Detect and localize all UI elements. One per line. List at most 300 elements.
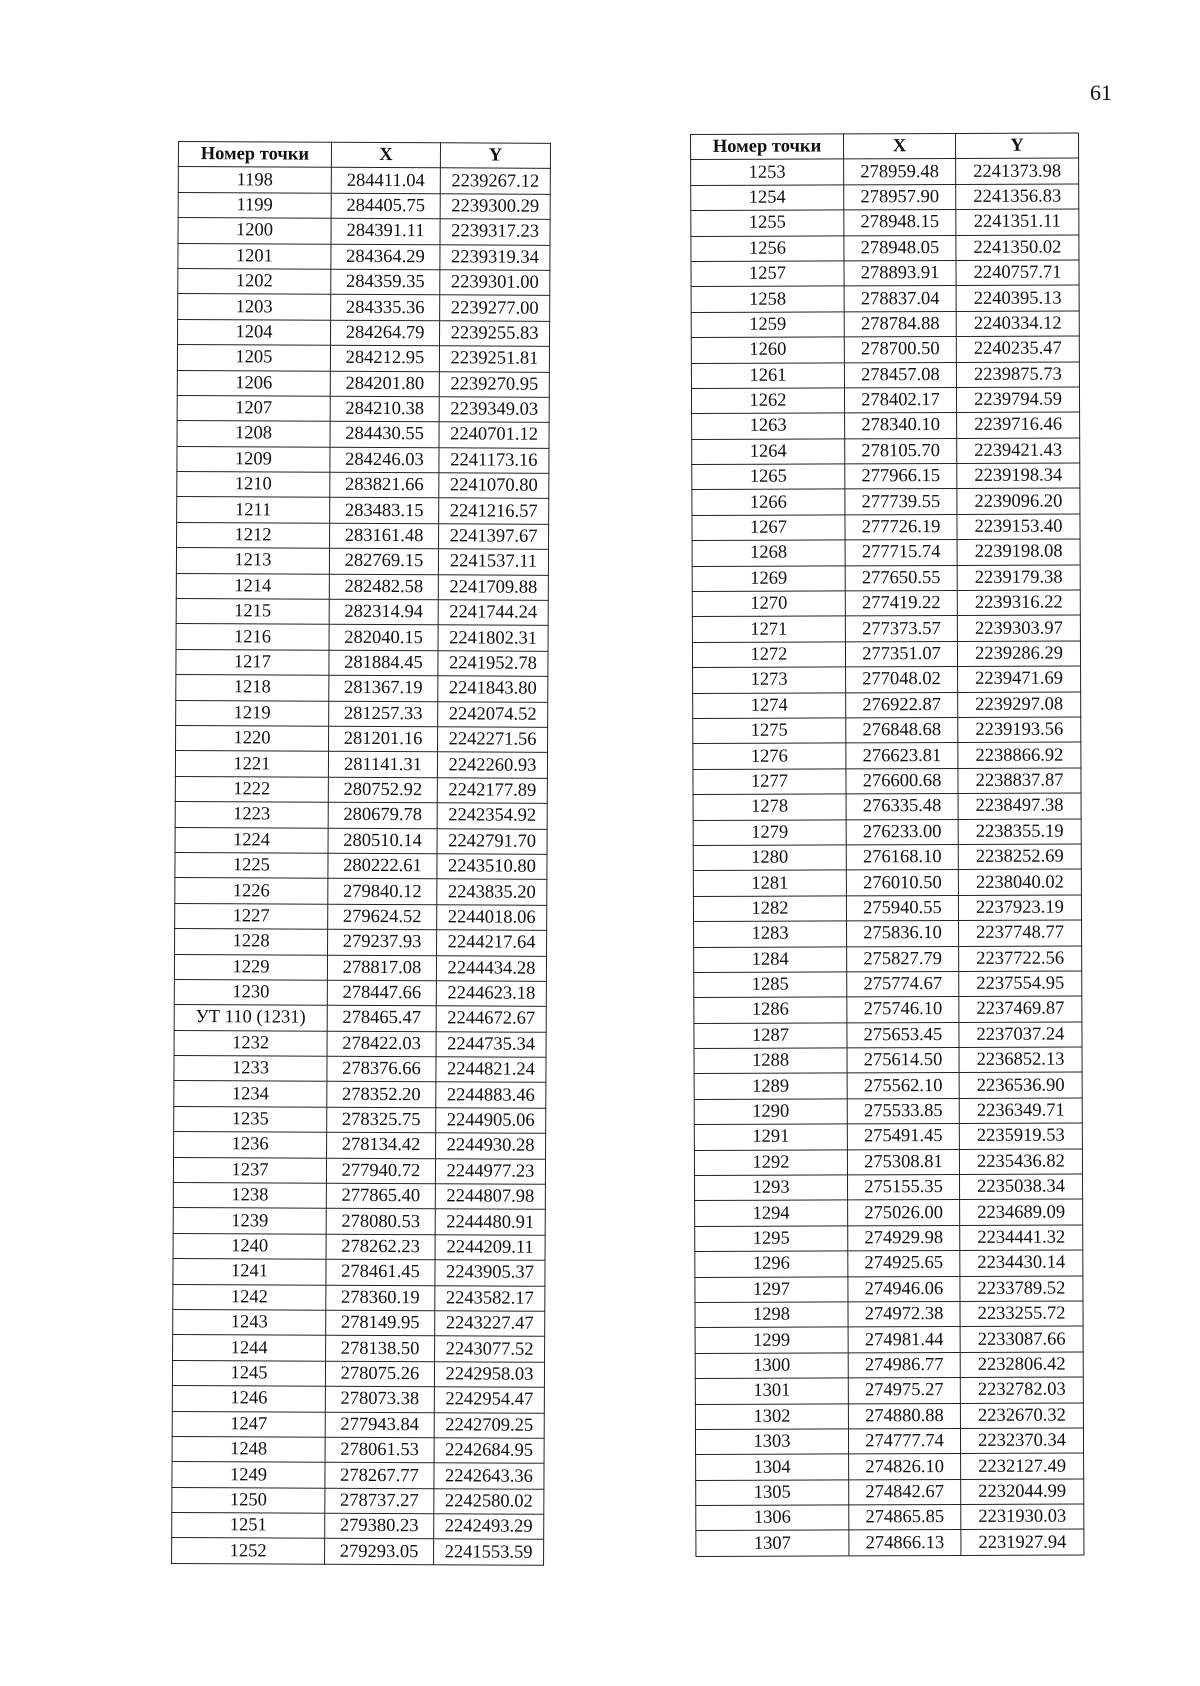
page-number: 61 [1090, 80, 1112, 105]
y-coordinate-cell: 2242684.95 [434, 1438, 544, 1464]
y-coordinate-cell: 2241744.24 [438, 600, 548, 626]
point-number-cell: 1305 [696, 1480, 849, 1506]
y-coordinate-cell: 2242074.52 [438, 701, 548, 727]
point-number-cell: 1289 [694, 1073, 847, 1099]
x-coordinate-cell: 274866.13 [849, 1530, 961, 1556]
x-coordinate-cell: 275774.67 [847, 971, 959, 997]
x-coordinate-cell: 279624.52 [328, 904, 437, 930]
point-number-cell: 1253 [691, 159, 844, 185]
x-coordinate-cell: 275308.81 [847, 1149, 959, 1175]
table-row [692, 463, 1080, 490]
table-row [691, 209, 1079, 236]
x-coordinate-cell: 274777.74 [848, 1428, 960, 1454]
table-header-row [178, 142, 550, 169]
x-coordinate-cell: 277865.40 [326, 1183, 435, 1209]
x-coordinate-cell: 274842.67 [849, 1479, 961, 1505]
y-coordinate-cell: 2236852.13 [959, 1047, 1082, 1073]
y-coordinate-cell: 2243905.37 [435, 1260, 545, 1286]
table-row [175, 802, 547, 829]
column-header-x: X [331, 142, 440, 168]
table-row [178, 218, 550, 245]
y-coordinate-cell: 2239096.20 [957, 488, 1080, 514]
y-coordinate-cell: 2242958.03 [434, 1362, 544, 1388]
x-coordinate-cell: 278737.27 [325, 1488, 434, 1514]
table-row [176, 624, 548, 651]
column-header-y: Y [440, 143, 550, 169]
y-coordinate-cell: 2237554.95 [959, 971, 1082, 997]
table-row [696, 1529, 1084, 1556]
point-number-cell: 1208 [177, 421, 330, 447]
y-coordinate-cell: 2241350.02 [956, 235, 1079, 261]
table-row [174, 1056, 546, 1083]
point-number-cell: 1254 [691, 185, 844, 211]
table-row [695, 1403, 1083, 1430]
y-coordinate-cell: 2244018.06 [437, 904, 547, 930]
y-coordinate-cell: 2238866.92 [958, 742, 1081, 768]
point-number-cell: 1282 [693, 896, 846, 922]
y-coordinate-cell: 2244623.18 [436, 981, 546, 1007]
table-row [692, 514, 1080, 541]
y-coordinate-cell: 2232370.34 [960, 1428, 1083, 1454]
x-coordinate-cell: 283161.48 [330, 523, 439, 549]
table-row [173, 1233, 545, 1260]
point-number-cell: 1297 [695, 1276, 848, 1302]
x-coordinate-cell: 278325.75 [327, 1107, 436, 1133]
table-row [694, 1123, 1082, 1150]
x-coordinate-cell: 277419.22 [845, 591, 957, 617]
x-coordinate-cell: 281257.33 [329, 701, 438, 727]
y-coordinate-cell: 2239251.81 [439, 346, 549, 372]
y-coordinate-cell: 2242177.89 [437, 778, 547, 804]
x-coordinate-cell: 284335.36 [331, 295, 440, 321]
x-coordinate-cell: 278461.45 [326, 1259, 435, 1285]
x-coordinate-cell: 276233.00 [846, 819, 958, 845]
table-row [173, 1157, 545, 1184]
x-coordinate-cell: 278149.95 [326, 1310, 435, 1336]
point-number-cell: 1273 [693, 667, 846, 693]
table-body [691, 158, 1084, 1556]
y-coordinate-cell: 2244480.91 [435, 1209, 545, 1235]
point-number-cell: 1288 [694, 1048, 847, 1074]
point-number-cell: 1222 [175, 776, 328, 802]
y-coordinate-cell: 2244807.98 [435, 1184, 545, 1210]
x-coordinate-cell: 276010.50 [846, 870, 958, 896]
x-coordinate-cell: 277943.84 [325, 1412, 434, 1438]
y-coordinate-cell: 2241709.88 [438, 574, 548, 600]
point-number-cell: 1250 [172, 1487, 325, 1513]
y-coordinate-cell: 2233255.72 [960, 1301, 1083, 1327]
table-row [692, 615, 1080, 642]
point-number-cell: 1284 [694, 946, 847, 972]
table-row [692, 438, 1080, 465]
y-coordinate-cell: 2244434.28 [436, 955, 546, 981]
point-number-cell: 1307 [696, 1530, 849, 1556]
point-number-cell: 1267 [692, 515, 845, 541]
y-coordinate-cell: 2239153.40 [957, 514, 1080, 540]
point-number-cell: 1248 [172, 1436, 325, 1462]
point-number-cell: 1303 [695, 1429, 848, 1455]
x-coordinate-cell: 278138.50 [326, 1336, 435, 1362]
y-coordinate-cell: 2233087.66 [960, 1326, 1083, 1352]
x-coordinate-cell: 282314.94 [329, 599, 438, 625]
table-row [172, 1513, 544, 1540]
x-coordinate-cell: 277739.55 [845, 489, 957, 515]
point-number-cell: 1287 [694, 1023, 847, 1049]
x-coordinate-cell: 280222.61 [328, 853, 437, 879]
y-coordinate-cell: 2238497.38 [958, 793, 1081, 819]
point-number-cell: 1200 [178, 218, 331, 244]
y-coordinate-cell: 2241553.59 [434, 1539, 544, 1565]
y-coordinate-cell: 2232670.32 [960, 1403, 1083, 1429]
x-coordinate-cell: 278784.88 [844, 311, 956, 337]
table-row [695, 1301, 1083, 1328]
table-row [695, 1276, 1083, 1303]
y-coordinate-cell: 2239277.00 [440, 295, 550, 321]
point-number-cell: 1294 [695, 1200, 848, 1226]
point-number-cell: 1262 [691, 388, 844, 414]
x-coordinate-cell: 284405.75 [331, 193, 440, 219]
point-number-cell: 1274 [693, 693, 846, 719]
x-coordinate-cell: 274946.06 [848, 1276, 960, 1302]
point-number-cell: 1247 [172, 1411, 325, 1437]
point-number-cell: 1264 [692, 439, 845, 465]
table-row [696, 1479, 1084, 1506]
x-coordinate-cell: 278948.15 [844, 210, 956, 236]
table-row [176, 675, 548, 702]
table-row [173, 1284, 545, 1311]
table-row [176, 573, 548, 600]
x-coordinate-cell: 284430.55 [330, 422, 439, 448]
y-coordinate-cell: 2239316.22 [957, 590, 1080, 616]
y-coordinate-cell: 2242791.70 [437, 828, 547, 854]
point-number-cell: 1249 [172, 1462, 325, 1488]
y-coordinate-cell: 2244209.11 [435, 1235, 545, 1261]
point-number-cell: 1206 [177, 370, 330, 396]
y-coordinate-cell: 2241356.83 [956, 184, 1079, 210]
point-number-cell: 1237 [173, 1157, 326, 1183]
point-number-cell: 1257 [691, 261, 844, 287]
x-coordinate-cell: 278948.05 [844, 235, 956, 261]
point-number-cell: 1280 [693, 845, 846, 871]
table-row [694, 920, 1082, 947]
y-coordinate-cell: 2238252.69 [958, 844, 1081, 870]
point-number-cell: УТ 110 (1231) [174, 1005, 327, 1031]
x-coordinate-cell: 284391.11 [331, 218, 440, 244]
y-coordinate-cell: 2239198.08 [957, 539, 1080, 565]
y-coordinate-cell: 2237923.19 [958, 895, 1081, 921]
point-number-cell: 1256 [691, 235, 844, 261]
table-row [177, 472, 549, 499]
y-coordinate-cell: 2241070.80 [439, 473, 549, 499]
x-coordinate-cell: 276848.68 [846, 717, 958, 743]
y-coordinate-cell: 2239270.95 [439, 371, 549, 397]
y-coordinate-cell: 2237469.87 [959, 996, 1082, 1022]
point-number-cell: 1258 [691, 286, 844, 312]
table-row [691, 235, 1079, 262]
y-coordinate-cell: 2241537.11 [438, 549, 548, 575]
x-coordinate-cell: 274925.65 [848, 1251, 960, 1277]
point-number-cell: 1269 [692, 566, 845, 592]
y-coordinate-cell: 2235436.82 [959, 1149, 1082, 1175]
table-row [691, 184, 1079, 211]
x-coordinate-cell: 275614.50 [847, 1048, 959, 1074]
point-number-cell: 1263 [692, 413, 845, 439]
table-row [176, 599, 548, 626]
x-coordinate-cell: 276335.48 [846, 794, 958, 820]
point-number-cell: 1272 [692, 642, 845, 668]
point-number-cell: 1286 [694, 997, 847, 1023]
point-number-cell: 1233 [174, 1056, 327, 1082]
table-row [175, 852, 547, 879]
y-coordinate-cell: 2241173.16 [439, 447, 549, 473]
table-row [695, 1326, 1083, 1353]
point-number-cell: 1240 [173, 1233, 326, 1259]
y-coordinate-cell: 2244217.64 [437, 930, 547, 956]
y-coordinate-cell: 2232782.03 [960, 1377, 1083, 1403]
point-number-cell: 1239 [173, 1208, 326, 1234]
table-row [692, 590, 1080, 617]
x-coordinate-cell: 278376.66 [327, 1056, 436, 1082]
table-row [178, 319, 550, 346]
point-number-cell: 1224 [175, 827, 328, 853]
x-coordinate-cell: 278457.08 [844, 362, 956, 388]
table-row [175, 903, 547, 930]
y-coordinate-cell: 2240701.12 [439, 422, 549, 448]
y-coordinate-cell: 2232127.49 [961, 1453, 1084, 1479]
point-number-cell: 1299 [695, 1327, 848, 1353]
y-coordinate-cell: 2241373.98 [956, 158, 1079, 184]
point-number-cell: 1244 [173, 1335, 326, 1361]
y-coordinate-cell: 2239267.12 [440, 168, 550, 194]
x-coordinate-cell: 278817.08 [327, 955, 436, 981]
x-coordinate-cell: 274972.38 [848, 1301, 960, 1327]
point-number-cell: 1242 [173, 1284, 326, 1310]
y-coordinate-cell: 2244905.06 [436, 1108, 546, 1134]
x-coordinate-cell: 280510.14 [328, 828, 437, 854]
table-row [175, 827, 547, 854]
table-row [691, 387, 1079, 414]
table-row [695, 1225, 1083, 1252]
x-coordinate-cell: 277650.55 [845, 565, 957, 591]
table-row [173, 1335, 545, 1362]
y-coordinate-cell: 2234430.14 [960, 1250, 1083, 1276]
coordinates-table-left [171, 141, 551, 1566]
table-row [178, 294, 550, 321]
table-row [175, 751, 547, 778]
point-number-cell: 1245 [172, 1360, 325, 1386]
table-row [694, 996, 1082, 1023]
x-coordinate-cell: 275827.79 [847, 946, 959, 972]
table-row [694, 1174, 1082, 1201]
point-number-cell: 1276 [693, 743, 846, 769]
y-coordinate-cell: 2241397.67 [439, 524, 549, 550]
point-number-cell: 1236 [174, 1132, 327, 1158]
table-row [175, 929, 547, 956]
y-coordinate-cell: 2236349.71 [959, 1098, 1082, 1124]
table-row [695, 1199, 1083, 1226]
table-row [695, 1428, 1083, 1455]
x-coordinate-cell: 277351.07 [845, 641, 957, 667]
point-number-cell: 1213 [176, 548, 329, 574]
table-row [694, 1072, 1082, 1099]
table-row [691, 336, 1079, 363]
y-coordinate-cell: 2243227.47 [435, 1311, 545, 1337]
table-row [176, 649, 548, 676]
point-number-cell: 1230 [174, 979, 327, 1005]
table-row [695, 1352, 1083, 1379]
table-row [695, 1377, 1083, 1404]
x-coordinate-cell: 274865.85 [849, 1505, 961, 1531]
point-number-cell: 1265 [692, 464, 845, 490]
y-coordinate-cell: 2244930.28 [436, 1133, 546, 1159]
point-number-cell: 1207 [177, 395, 330, 421]
x-coordinate-cell: 279293.05 [325, 1539, 434, 1565]
y-coordinate-cell: 2243835.20 [437, 879, 547, 905]
y-coordinate-cell: 2242580.02 [434, 1488, 544, 1514]
table-row [172, 1487, 544, 1514]
x-coordinate-cell: 284210.38 [330, 396, 439, 422]
y-coordinate-cell: 2231927.94 [961, 1529, 1084, 1555]
x-coordinate-cell: 278700.50 [844, 337, 956, 363]
table-row [177, 446, 549, 473]
table-row [177, 421, 549, 448]
table-row [693, 869, 1081, 896]
table-row [693, 692, 1081, 719]
table-row [691, 285, 1079, 312]
x-coordinate-cell: 281141.31 [328, 752, 437, 778]
point-number-cell: 1198 [178, 167, 331, 193]
x-coordinate-cell: 274975.27 [848, 1378, 960, 1404]
point-number-cell: 1215 [176, 599, 329, 625]
point-number-cell: 1199 [178, 192, 331, 218]
table-row [694, 1047, 1082, 1074]
y-coordinate-cell: 2239198.34 [957, 463, 1080, 489]
point-number-cell: 1306 [696, 1505, 849, 1531]
y-coordinate-cell: 2235038.34 [959, 1174, 1082, 1200]
point-number-cell: 1238 [173, 1183, 326, 1209]
table-row [173, 1183, 545, 1210]
y-coordinate-cell: 2243582.17 [435, 1285, 545, 1311]
x-coordinate-cell: 278447.66 [327, 980, 436, 1006]
x-coordinate-cell: 278134.42 [327, 1132, 436, 1158]
y-coordinate-cell: 2232806.42 [960, 1352, 1083, 1378]
x-coordinate-cell: 275940.55 [846, 895, 958, 921]
point-number-cell: 1290 [694, 1099, 847, 1125]
x-coordinate-cell: 281201.16 [329, 726, 438, 752]
table-row [173, 1309, 545, 1336]
table-row [172, 1386, 544, 1413]
point-number-cell: 1217 [176, 649, 329, 675]
table-row [693, 819, 1081, 846]
point-number-cell: 1260 [691, 337, 844, 363]
y-coordinate-cell: 2237748.77 [959, 920, 1082, 946]
x-coordinate-cell: 278075.26 [325, 1361, 434, 1387]
table-row [172, 1538, 544, 1565]
y-coordinate-cell: 2239297.08 [958, 692, 1081, 718]
point-number-cell: 1204 [178, 319, 331, 345]
point-number-cell: 1228 [175, 929, 328, 955]
table-row [694, 1098, 1082, 1125]
y-coordinate-cell: 2237037.24 [959, 1022, 1082, 1048]
x-coordinate-cell: 284246.03 [330, 447, 439, 473]
y-coordinate-cell: 2242260.93 [437, 752, 547, 778]
coordinates-table-right [690, 133, 1084, 1557]
column-header-y: Y [955, 133, 1078, 159]
point-number-cell: 1298 [695, 1302, 848, 1328]
table-row [174, 1005, 546, 1032]
y-coordinate-cell: 2239716.46 [957, 412, 1080, 438]
x-coordinate-cell: 277940.72 [326, 1158, 435, 1184]
x-coordinate-cell: 276623.81 [846, 743, 958, 769]
x-coordinate-cell: 278340.10 [845, 413, 957, 439]
point-number-cell: 1296 [695, 1251, 848, 1277]
x-coordinate-cell: 277715.74 [845, 540, 957, 566]
table-row [693, 793, 1081, 820]
y-coordinate-cell: 2242493.29 [434, 1514, 544, 1540]
table-row [693, 666, 1081, 693]
y-coordinate-cell: 2238355.19 [958, 819, 1081, 845]
x-coordinate-cell: 284212.95 [330, 345, 439, 371]
point-number-cell: 1226 [175, 878, 328, 904]
x-coordinate-cell: 278422.03 [327, 1031, 436, 1057]
y-coordinate-cell: 2242271.56 [438, 727, 548, 753]
table-row [174, 954, 546, 981]
table-row [691, 260, 1079, 287]
x-coordinate-cell: 277966.15 [845, 464, 957, 490]
y-coordinate-cell: 2241843.80 [438, 676, 548, 702]
y-coordinate-cell: 2236536.90 [959, 1072, 1082, 1098]
point-number-cell: 1292 [694, 1150, 847, 1176]
y-coordinate-cell: 2241802.31 [438, 625, 548, 651]
table-row [177, 522, 549, 549]
table-row [693, 742, 1081, 769]
column-header-x: X [844, 133, 956, 159]
point-number-cell: 1225 [175, 852, 328, 878]
y-coordinate-cell: 2243510.80 [437, 854, 547, 880]
x-coordinate-cell: 274826.10 [849, 1454, 961, 1480]
x-coordinate-cell: 278352.20 [327, 1082, 436, 1108]
table-row [691, 362, 1079, 389]
table-row [174, 1081, 546, 1108]
point-number-cell: 1295 [695, 1226, 848, 1252]
table-row [694, 1149, 1082, 1176]
x-coordinate-cell: 282040.15 [329, 625, 438, 651]
x-coordinate-cell: 278957.90 [844, 184, 956, 210]
table-row [694, 1022, 1082, 1049]
y-coordinate-cell: 2239286.29 [957, 641, 1080, 667]
y-coordinate-cell: 2239471.69 [958, 666, 1081, 692]
point-number-cell: 1220 [176, 725, 329, 751]
point-number-cell: 1279 [693, 819, 846, 845]
point-number-cell: 1221 [175, 751, 328, 777]
x-coordinate-cell: 279840.12 [328, 879, 437, 905]
point-number-cell: 1277 [693, 769, 846, 795]
table-row [174, 979, 546, 1006]
table-row [692, 412, 1080, 439]
y-coordinate-cell: 2231930.03 [961, 1504, 1084, 1530]
x-coordinate-cell: 278893.91 [844, 260, 956, 286]
y-coordinate-cell: 2237722.56 [959, 946, 1082, 972]
point-number-cell: 1246 [172, 1386, 325, 1412]
y-coordinate-cell: 2234441.32 [960, 1225, 1083, 1251]
table-row [695, 1250, 1083, 1277]
table-row [691, 311, 1079, 338]
table-row [177, 345, 549, 372]
point-number-cell: 1219 [176, 700, 329, 726]
y-coordinate-cell: 2233789.52 [960, 1276, 1083, 1302]
x-coordinate-cell: 278267.77 [325, 1463, 434, 1489]
point-number-cell: 1283 [694, 921, 847, 947]
